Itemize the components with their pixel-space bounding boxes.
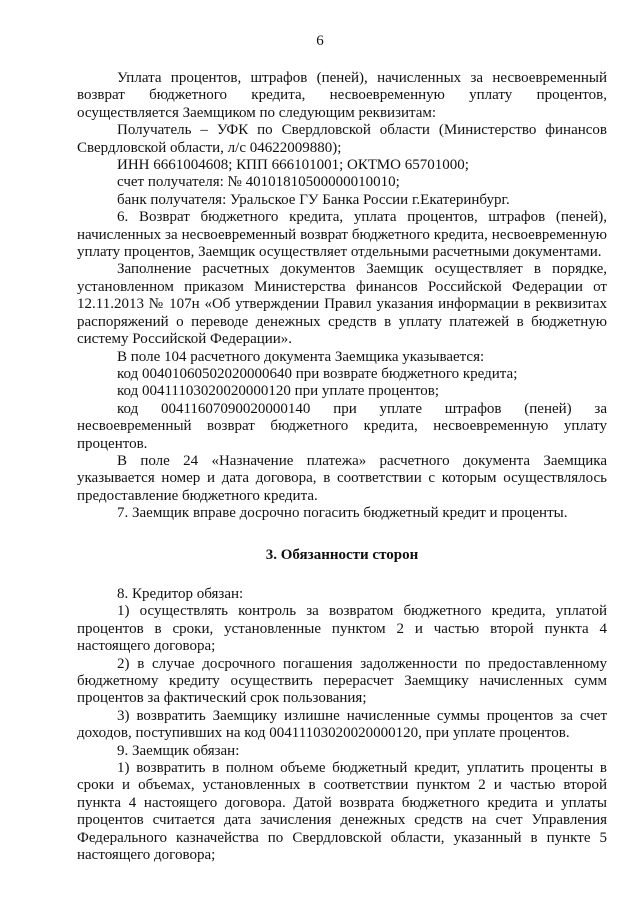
section-heading: 3. Обязанности сторон (265, 546, 419, 563)
paragraph-clause-8: 8. Кредитор обязан: (117, 585, 244, 602)
page-number: 6 (316, 33, 324, 49)
paragraph-clause-6: 6. Возврат бюджетного кредита, уплата процентов, штрафов (пеней), начисленных за несвоевременный возврат бюджетного кредита, несвоевременную уплату процентов, Заемщик осуществляет отдельными расчетными документами. (77, 209, 607, 261)
paragraph-bank: банк получателя: Уральское ГУ Банка России г.Екатеринбург. (117, 191, 510, 208)
paragraph-inn-kpp: ИНН 6661004608; КПП 666101001; ОКТМО 65701000; (117, 157, 469, 174)
paragraph-field-104: В поле 104 расчетного документа Заемщика указывается: (117, 348, 485, 365)
paragraph-creditor-duty-1: 1) осуществлять контроль за возвратом бюджетного кредита, уплатой процентов в сроки, установленные пунктом 2 и частью второй пункта 4 настоящего договора; (77, 603, 607, 655)
paragraph-code-penalty: код 00411607090020000140 при уплате штрафов (пеней) за несвоевременный возврат бюджетного кредита, несвоевременную уплату процентов. (77, 400, 607, 452)
paragraph-clause-7: 7. Заемщик вправе досрочно погасить бюджетный кредит и проценты. (117, 505, 568, 522)
paragraph-payment-details: Уплата процентов, штрафов (пеней), начисленных за несвоевременный возврат бюджетного кредита, несвоевременную уплату процентов, осуществляется Заемщиком по следующим реквизитам: (77, 70, 607, 121)
paragraph-code-interest: код 00411103020020000120 при уплате процентов; (117, 383, 440, 400)
paragraph-clause-9: 9. Заемщик обязан: (117, 742, 240, 759)
paragraph-creditor-duty-3: 3) возвратить Заемщику излишне начисленные суммы процентов за счет доходов, поступивших на код 00411103020020000120, при уплате процентов. (77, 707, 607, 742)
paragraph-field-24: В поле 24 «Назначение платежа» расчетного документа Заемщика указывается номер и дата договора, в соответствии с которым осуществлялось предоставление бюджетного кредита. (77, 452, 607, 504)
paragraph-creditor-duty-2: 2) в случае досрочного погашения задолженности по предоставленному бюджетному кредиту осуществить перерасчет Заемщику начисленных сумм процентов за фактический срок пользования; (77, 655, 607, 707)
document-body (77, 70, 607, 864)
paragraph-borrower-duty-1: 1) возвратить в полном объеме бюджетный кредит, уплатить проценты в сроки и объемах, установленных в соответствии пунктом 2 и частью второй пункта 4 настоящего договора. Датой возврата бюджетного кредита и уплаты процентов считается дата зачисления денежных средств на счет Управления Федерального казначейства по Свердловской области, указанный в пункте 5 настоящего договора; (77, 760, 607, 864)
paragraph-code-return: код 00401060502020000640 при возврате бюджетного кредита; (117, 365, 518, 382)
paragraph-account: счет получателя: № 40101810500000010010; (117, 174, 400, 191)
paragraph-filling-order: Заполнение расчетных документов Заемщик осуществляет в порядке, установленном приказом Министерства финансов Российской Федерации от 12.11.2013 № 107н «Об утверждении Правил указания информации в реквизитах распоряжений о переводе денежных средств в уплату платежей в бюджетную систему Российской Федерации». (77, 261, 607, 348)
paragraph-recipient: Получатель – УФК по Свердловской области (Министерство финансов Свердловской области, л/с 04622009880); (77, 122, 607, 156)
